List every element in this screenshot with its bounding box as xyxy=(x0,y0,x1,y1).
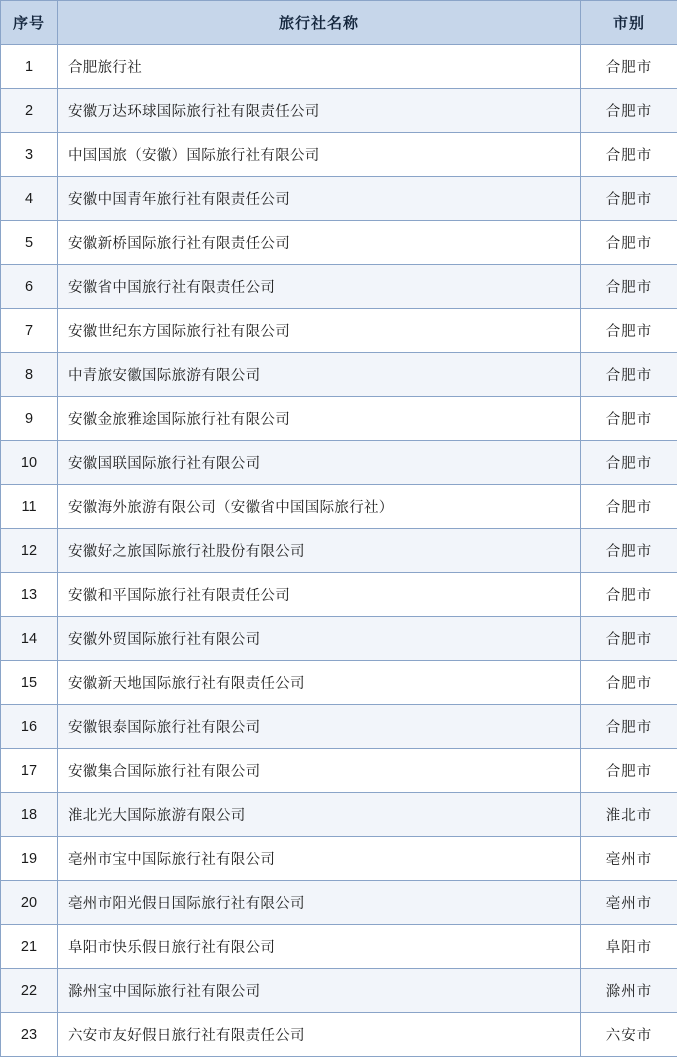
cell-agency-name: 安徽世纪东方国际旅行社有限公司 xyxy=(58,309,581,353)
table-row xyxy=(1,45,677,89)
cell-city: 阜阳市 xyxy=(581,925,677,969)
cell-sequence: 1 xyxy=(1,45,58,89)
cell-city: 合肥市 xyxy=(581,441,677,485)
cell-agency-name: 淮北光大国际旅游有限公司 xyxy=(58,793,581,837)
cell-city: 合肥市 xyxy=(581,45,677,89)
cell-city: 合肥市 xyxy=(581,133,677,177)
table-row xyxy=(1,485,677,529)
cell-city: 合肥市 xyxy=(581,661,677,705)
table-row xyxy=(1,573,677,617)
table-row xyxy=(1,265,677,309)
table-row xyxy=(1,661,677,705)
cell-agency-name: 安徽和平国际旅行社有限责任公司 xyxy=(58,573,581,617)
cell-sequence: 9 xyxy=(1,397,58,441)
table-row xyxy=(1,837,677,881)
cell-sequence: 7 xyxy=(1,309,58,353)
table-row xyxy=(1,89,677,133)
cell-sequence: 10 xyxy=(1,441,58,485)
cell-city: 合肥市 xyxy=(581,617,677,661)
table-row xyxy=(1,617,677,661)
column-header-seq: 序号 xyxy=(1,1,58,45)
cell-sequence: 2 xyxy=(1,89,58,133)
table-body xyxy=(1,45,677,1057)
cell-city: 六安市 xyxy=(581,1013,677,1057)
table-row xyxy=(1,441,677,485)
cell-agency-name: 安徽万达环球国际旅行社有限责任公司 xyxy=(58,89,581,133)
table-row xyxy=(1,705,677,749)
cell-sequence: 19 xyxy=(1,837,58,881)
table-row xyxy=(1,221,677,265)
cell-city: 合肥市 xyxy=(581,397,677,441)
table-row xyxy=(1,353,677,397)
cell-city: 亳州市 xyxy=(581,837,677,881)
table-row xyxy=(1,749,677,793)
cell-sequence: 16 xyxy=(1,705,58,749)
cell-agency-name: 滁州宝中国际旅行社有限公司 xyxy=(58,969,581,1013)
table-header xyxy=(1,1,677,45)
cell-city: 合肥市 xyxy=(581,529,677,573)
cell-city: 合肥市 xyxy=(581,749,677,793)
cell-agency-name: 安徽国联国际旅行社有限公司 xyxy=(58,441,581,485)
cell-agency-name: 安徽海外旅游有限公司（安徽省中国国际旅行社） xyxy=(58,485,581,529)
cell-sequence: 17 xyxy=(1,749,58,793)
cell-agency-name: 六安市友好假日旅行社有限责任公司 xyxy=(58,1013,581,1057)
table-row xyxy=(1,1013,677,1057)
table-row xyxy=(1,397,677,441)
table-row xyxy=(1,969,677,1013)
table-header-row xyxy=(1,1,677,45)
cell-sequence: 14 xyxy=(1,617,58,661)
cell-sequence: 23 xyxy=(1,1013,58,1057)
cell-sequence: 21 xyxy=(1,925,58,969)
cell-sequence: 3 xyxy=(1,133,58,177)
table-row xyxy=(1,925,677,969)
table-row xyxy=(1,881,677,925)
cell-sequence: 22 xyxy=(1,969,58,1013)
column-header-name: 旅行社名称 xyxy=(58,1,581,45)
cell-sequence: 11 xyxy=(1,485,58,529)
cell-city: 合肥市 xyxy=(581,309,677,353)
cell-city: 合肥市 xyxy=(581,485,677,529)
table-row xyxy=(1,309,677,353)
cell-sequence: 8 xyxy=(1,353,58,397)
cell-agency-name: 安徽中国青年旅行社有限责任公司 xyxy=(58,177,581,221)
cell-city: 合肥市 xyxy=(581,265,677,309)
table-row xyxy=(1,793,677,837)
table-row xyxy=(1,177,677,221)
cell-agency-name: 安徽省中国旅行社有限责任公司 xyxy=(58,265,581,309)
cell-agency-name: 安徽银泰国际旅行社有限公司 xyxy=(58,705,581,749)
cell-agency-name: 安徽外贸国际旅行社有限公司 xyxy=(58,617,581,661)
cell-agency-name: 合肥旅行社 xyxy=(58,45,581,89)
cell-city: 合肥市 xyxy=(581,705,677,749)
cell-city: 滁州市 xyxy=(581,969,677,1013)
cell-sequence: 6 xyxy=(1,265,58,309)
cell-agency-name: 安徽新桥国际旅行社有限责任公司 xyxy=(58,221,581,265)
cell-agency-name: 安徽新天地国际旅行社有限责任公司 xyxy=(58,661,581,705)
cell-sequence: 13 xyxy=(1,573,58,617)
cell-city: 合肥市 xyxy=(581,221,677,265)
cell-city: 亳州市 xyxy=(581,881,677,925)
cell-agency-name: 安徽好之旅国际旅行社股份有限公司 xyxy=(58,529,581,573)
cell-sequence: 18 xyxy=(1,793,58,837)
cell-city: 合肥市 xyxy=(581,177,677,221)
table-row xyxy=(1,529,677,573)
cell-city: 合肥市 xyxy=(581,353,677,397)
cell-agency-name: 安徽集合国际旅行社有限公司 xyxy=(58,749,581,793)
column-header-city: 市别 xyxy=(581,1,677,45)
table-row xyxy=(1,133,677,177)
cell-sequence: 5 xyxy=(1,221,58,265)
cell-sequence: 20 xyxy=(1,881,58,925)
cell-city: 淮北市 xyxy=(581,793,677,837)
cell-agency-name: 阜阳市快乐假日旅行社有限公司 xyxy=(58,925,581,969)
cell-city: 合肥市 xyxy=(581,573,677,617)
cell-sequence: 15 xyxy=(1,661,58,705)
cell-agency-name: 亳州市阳光假日国际旅行社有限公司 xyxy=(58,881,581,925)
cell-city: 合肥市 xyxy=(581,89,677,133)
cell-sequence: 12 xyxy=(1,529,58,573)
cell-agency-name: 中国国旅（安徽）国际旅行社有限公司 xyxy=(58,133,581,177)
cell-agency-name: 安徽金旅雅途国际旅行社有限公司 xyxy=(58,397,581,441)
cell-agency-name: 中青旅安徽国际旅游有限公司 xyxy=(58,353,581,397)
cell-sequence: 4 xyxy=(1,177,58,221)
cell-agency-name: 亳州市宝中国际旅行社有限公司 xyxy=(58,837,581,881)
